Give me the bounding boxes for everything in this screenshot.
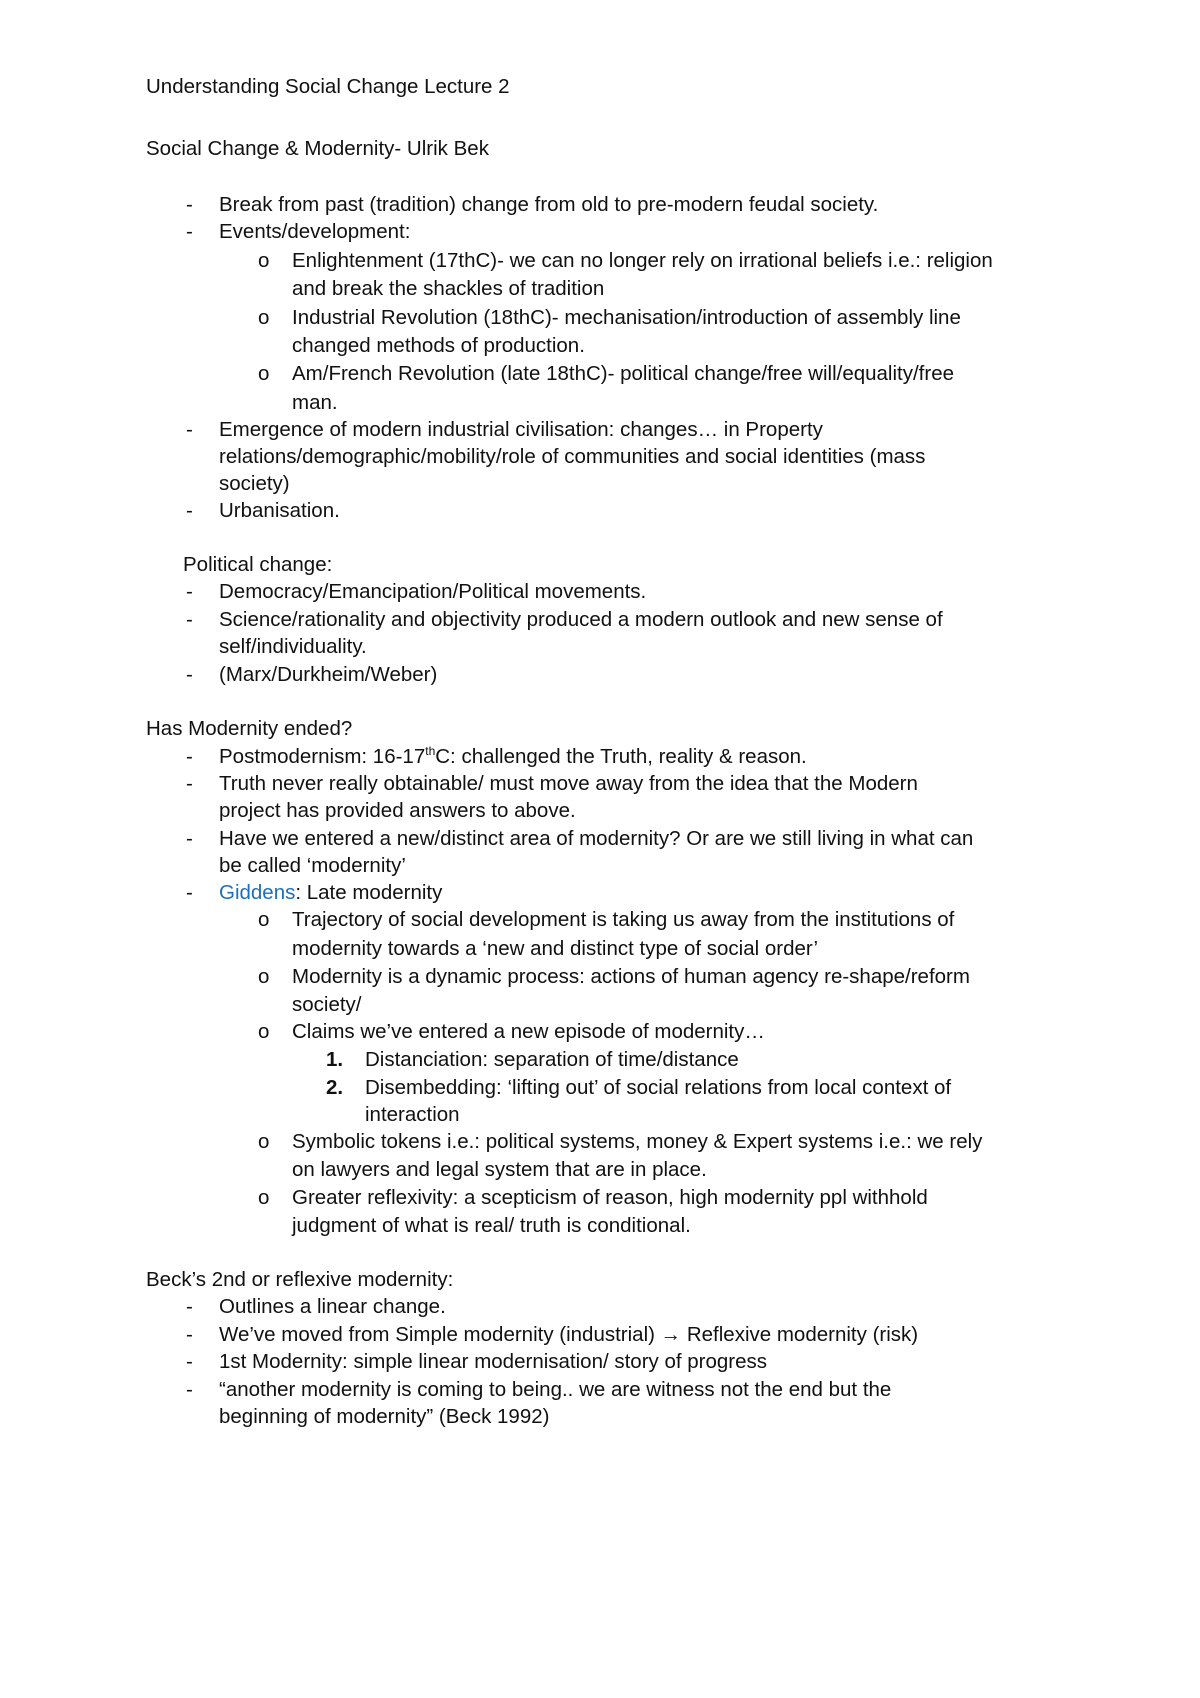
list-item-text: : Late modernity bbox=[295, 881, 443, 904]
list-item: Symbolic tokens i.e.: political systems, money & Expert systems i.e.: we rely bbox=[292, 1130, 983, 1153]
superscript: th bbox=[425, 744, 436, 759]
list-item: Claims we’ve entered a new episode of modernity… bbox=[292, 1020, 765, 1043]
bullet-dash: - bbox=[186, 663, 193, 686]
bullet-dash: - bbox=[186, 1323, 193, 1346]
bullet-dash: - bbox=[186, 193, 193, 216]
bullet-dash: - bbox=[186, 418, 193, 441]
list-item-text: C: challenged the Truth, reality & reason. bbox=[435, 745, 807, 768]
bullet-dash: - bbox=[186, 881, 193, 904]
list-item: Enlightenment (17thC)- we can no longer rely on irrational beliefs i.e.: religion bbox=[292, 249, 993, 272]
list-item bbox=[219, 742, 807, 772]
list-item: Have we entered a new/distinct area of modernity? Or are we still living in what can bbox=[219, 827, 974, 850]
list-item-continuation: society/ bbox=[292, 993, 362, 1016]
list-item: Urbanisation. bbox=[219, 499, 340, 522]
list-item-continuation: be called ‘modernity’ bbox=[219, 854, 406, 877]
bullet-dash: - bbox=[186, 1378, 193, 1401]
bullet-circle: o bbox=[258, 908, 270, 931]
numbered-item: Disembedding: ‘lifting out’ of social relations from local context of bbox=[365, 1076, 952, 1099]
list-item: (Marx/Durkheim/Weber) bbox=[219, 663, 438, 686]
list-item-continuation: modernity towards a ‘new and distinct type of social order’ bbox=[292, 937, 819, 960]
bullet-circle: o bbox=[258, 965, 270, 988]
list-item bbox=[219, 878, 442, 908]
list-item-continuation: project has provided answers to above. bbox=[219, 799, 576, 822]
bullet-dash: - bbox=[186, 745, 193, 768]
list-item-continuation: man. bbox=[292, 391, 338, 414]
list-item-continuation: and break the shackles of tradition bbox=[292, 277, 605, 300]
list-item: Am/French Revolution (late 18thC)- political change/free will/equality/free bbox=[292, 362, 955, 385]
numbered-item-continuation: interaction bbox=[365, 1103, 460, 1126]
list-item-continuation: society) bbox=[219, 472, 290, 495]
list-item-continuation: relations/demographic/mobility/role of communities and social identities (mass bbox=[219, 445, 926, 468]
list-item: Emergence of modern industrial civilisation: changes… in Property bbox=[219, 418, 823, 441]
list-item-text: Postmodernism: 16-17 bbox=[219, 745, 426, 768]
arrow-right-icon: → bbox=[660, 1323, 682, 1346]
bullet-dash: - bbox=[186, 1295, 193, 1318]
list-item: Greater reflexivity: a scepticism of reason, high modernity ppl withhold bbox=[292, 1186, 928, 1209]
section-heading-political-change: Political change: bbox=[183, 553, 333, 576]
list-item: Industrial Revolution (18thC)- mechanisation/introduction of assembly line bbox=[292, 306, 961, 329]
bullet-circle: o bbox=[258, 306, 270, 329]
bullet-circle: o bbox=[258, 249, 270, 272]
section-heading-social-change: Social Change & Modernity- Ulrik Bek bbox=[146, 137, 489, 160]
list-item-continuation: beginning of modernity” (Beck 1992) bbox=[219, 1405, 550, 1428]
bullet-circle: o bbox=[258, 1130, 270, 1153]
bullet-dash: - bbox=[186, 827, 193, 850]
list-item: 1st Modernity: simple linear modernisation/ story of progress bbox=[219, 1350, 768, 1373]
bullet-circle: o bbox=[258, 1020, 270, 1043]
list-item: Trajectory of social development is taking us away from the institutions of bbox=[292, 908, 955, 931]
list-item-continuation: self/individuality. bbox=[219, 635, 367, 658]
bullet-circle: o bbox=[258, 1186, 270, 1209]
bullet-dash: - bbox=[186, 580, 193, 603]
list-item bbox=[219, 1320, 918, 1350]
list-item-continuation: changed methods of production. bbox=[292, 334, 585, 357]
number-label: 1. bbox=[326, 1048, 344, 1071]
list-item: Outlines a linear change. bbox=[219, 1295, 446, 1318]
list-item: Democracy/Emancipation/Political movements. bbox=[219, 580, 647, 603]
list-item-text: We’ve moved from Simple modernity (industrial) bbox=[219, 1323, 661, 1346]
bullet-dash: - bbox=[186, 1350, 193, 1373]
list-item: “another modernity is coming to being.. we are witness not the end but the bbox=[219, 1378, 892, 1401]
bullet-dash: - bbox=[186, 772, 193, 795]
list-item: Modernity is a dynamic process: actions of human agency re-shape/reform bbox=[292, 965, 970, 988]
number-label: 2. bbox=[326, 1076, 344, 1099]
list-item-text: Reflexive modernity (risk) bbox=[681, 1323, 919, 1346]
giddens-name: Giddens bbox=[219, 881, 296, 904]
numbered-item: Distanciation: separation of time/distance bbox=[365, 1048, 739, 1071]
list-item: Events/development: bbox=[219, 220, 411, 243]
section-heading-modernity-ended: Has Modernity ended? bbox=[146, 717, 353, 740]
bullet-dash: - bbox=[186, 220, 193, 243]
bullet-dash: - bbox=[186, 608, 193, 631]
list-item: Break from past (tradition) change from old to pre-modern feudal society. bbox=[219, 193, 879, 216]
bullet-dash: - bbox=[186, 499, 193, 522]
list-item: Truth never really obtainable/ must move away from the idea that the Modern bbox=[219, 772, 918, 795]
document-title: Understanding Social Change Lecture 2 bbox=[146, 75, 510, 98]
list-item-continuation: on lawyers and legal system that are in place. bbox=[292, 1158, 707, 1181]
bullet-circle: o bbox=[258, 362, 270, 385]
list-item: Science/rationality and objectivity produced a modern outlook and new sense of bbox=[219, 608, 943, 631]
list-item-continuation: judgment of what is real/ truth is conditional. bbox=[292, 1214, 691, 1237]
section-heading-beck: Beck’s 2nd or reflexive modernity: bbox=[146, 1268, 454, 1291]
